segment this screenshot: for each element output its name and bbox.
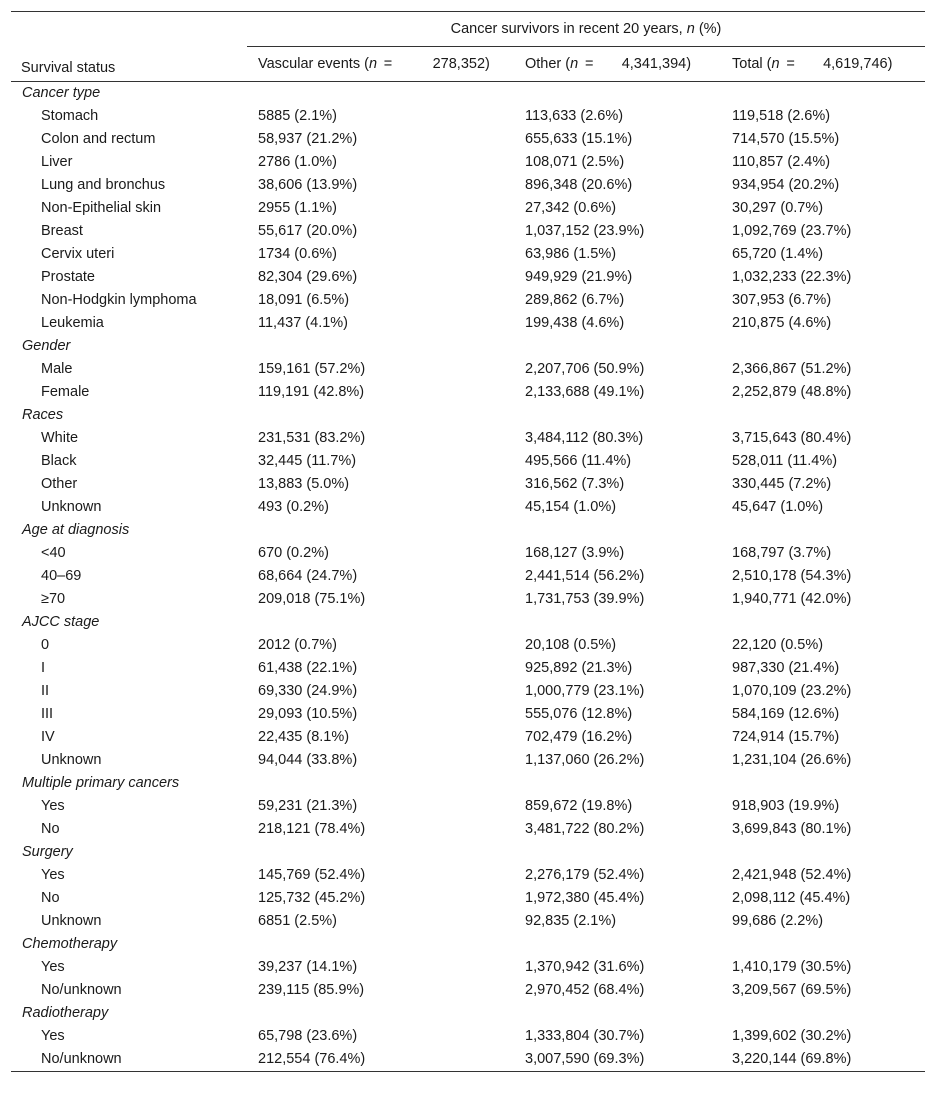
table-cell: 1,333,804 (30.7%)	[525, 1028, 645, 1044]
table-cell: 1,972,380 (45.4%)	[525, 890, 645, 906]
table-cell: 1,032,233 (22.3%)	[732, 269, 852, 285]
row-label: Unknown	[41, 913, 102, 929]
table-cell: 987,330 (21.4%)	[732, 660, 840, 676]
row-label: Yes	[41, 959, 65, 975]
table-cell: 168,797 (3.7%)	[732, 545, 832, 561]
table-cell: 1,092,769 (23.7%)	[732, 223, 852, 239]
table-cell: 2,276,179 (52.4%)	[525, 867, 645, 883]
section-row	[11, 81, 925, 105]
section-title: Chemotherapy	[22, 936, 118, 952]
row-label: II	[41, 683, 50, 699]
row-label: Yes	[41, 798, 65, 814]
table-row	[11, 450, 925, 473]
table-row	[11, 289, 925, 312]
table-cell: 58,937 (21.2%)	[258, 131, 358, 147]
table-cell: 934,954 (20.2%)	[732, 177, 840, 193]
table-row	[11, 1048, 925, 1072]
row-label: Black	[41, 453, 77, 469]
table-cell: 61,438 (22.1%)	[258, 660, 358, 676]
row-label: Non-Hodgkin lymphoma	[41, 292, 197, 308]
section-row	[11, 611, 925, 634]
section-title: Multiple primary cancers	[22, 775, 180, 791]
column-header-other: Other (n = 4,341,394)	[514, 47, 721, 82]
section-title: Races	[22, 407, 64, 423]
table-cell: 584,169 (12.6%)	[732, 706, 840, 722]
table-row	[11, 243, 925, 266]
table-cell: 1,037,152 (23.9%)	[525, 223, 645, 239]
row-label: No	[41, 890, 60, 906]
row-label: Liver	[41, 154, 73, 170]
section-row	[11, 772, 925, 795]
row-label: Yes	[41, 1028, 65, 1044]
table-cell: 94,044 (33.8%)	[258, 752, 358, 768]
table-cell: 1,137,060 (26.2%)	[525, 752, 645, 768]
section-row	[11, 519, 925, 542]
table-cell: 108,071 (2.5%)	[525, 154, 625, 170]
table-cell: 119,191 (42.8%)	[258, 384, 365, 400]
table-cell: 2,252,879 (48.8%)	[732, 384, 852, 400]
table-cell: 45,154 (1.0%)	[525, 499, 617, 515]
table-cell: 125,732 (45.2%)	[258, 890, 366, 906]
table-body	[11, 81, 925, 1071]
table-cell: 2,441,514 (56.2%)	[525, 568, 645, 584]
table-row	[11, 657, 925, 680]
table-row	[11, 473, 925, 496]
table-cell: 3,481,722 (80.2%)	[525, 821, 645, 837]
table-cell: 168,127 (3.9%)	[525, 545, 625, 561]
row-label: White	[41, 430, 79, 446]
table-cell: 714,570 (15.5%)	[732, 131, 840, 147]
table-row	[11, 749, 925, 772]
table-cell: 2,421,948 (52.4%)	[732, 867, 852, 883]
row-label: Cervix uteri	[41, 246, 115, 262]
table-row	[11, 312, 925, 335]
table-cell: 159,161 (57.2%)	[258, 361, 366, 377]
table-cell: 493 (0.2%)	[258, 499, 329, 515]
table-cell: 528,011 (11.4%)	[732, 453, 838, 469]
table-cell: 702,479 (16.2%)	[525, 729, 633, 745]
section-row	[11, 841, 925, 864]
row-label: Breast	[41, 223, 83, 239]
row-label: III	[41, 706, 54, 722]
table-cell: 212,554 (76.4%)	[247, 1048, 514, 1072]
row-label: Non-Epithelial skin	[41, 200, 162, 216]
row-label: IV	[41, 729, 55, 745]
group-title-text: Cancer survivors in recent 20 years,	[450, 21, 687, 37]
table-cell: 316,562 (7.3%)	[525, 476, 625, 492]
table-cell: 3,484,112 (80.3%)	[525, 430, 644, 446]
table-row	[11, 1025, 925, 1048]
section-title: Age at diagnosis	[22, 522, 130, 538]
row-label: Yes	[41, 867, 65, 883]
table-row	[11, 795, 925, 818]
table-cell: 45,647 (1.0%)	[732, 499, 824, 515]
table-row	[11, 128, 925, 151]
table-cell: 59,231 (21.3%)	[258, 798, 358, 814]
table-cell: 11,437 (4.1%)	[258, 315, 349, 331]
row-label-header: Survival status	[11, 47, 247, 82]
table-cell: 2955 (1.1%)	[258, 200, 337, 216]
table-row	[11, 358, 925, 381]
table-cell: 119,518 (2.6%)	[732, 108, 831, 124]
table-row	[11, 220, 925, 243]
section-row	[11, 404, 925, 427]
row-label: Leukemia	[41, 315, 104, 331]
table-cell: 289,862 (6.7%)	[525, 292, 625, 308]
row-label: <40	[41, 545, 66, 561]
table-header	[11, 12, 925, 82]
table-cell: 65,720 (1.4%)	[732, 246, 824, 262]
table-cell: 3,209,567 (69.5%)	[732, 982, 852, 998]
table-cell: 307,953 (6.7%)	[732, 292, 832, 308]
table-cell: 1,731,753 (39.9%)	[525, 591, 645, 607]
table-cell: 92,835 (2.1%)	[525, 913, 617, 929]
table-row	[11, 174, 925, 197]
table-cell: 22,120 (0.5%)	[732, 637, 824, 653]
table-cell: 209,018 (75.1%)	[258, 591, 366, 607]
table-cell: 145,769 (52.4%)	[258, 867, 366, 883]
row-label: Female	[41, 384, 90, 400]
table-cell: 918,903 (19.9%)	[732, 798, 840, 814]
table-cell: 32,445 (11.7%)	[258, 453, 357, 469]
row-label: Prostate	[41, 269, 95, 285]
table-cell: 1,000,779 (23.1%)	[525, 683, 645, 699]
table-cell: 210,875 (4.6%)	[732, 315, 832, 331]
section-row	[11, 335, 925, 358]
row-label: ≥70	[41, 591, 66, 607]
table-cell: 1,231,104 (26.6%)	[732, 752, 852, 768]
row-label: Other	[41, 476, 78, 492]
table-row	[11, 910, 925, 933]
table-cell: 39,237 (14.1%)	[258, 959, 358, 975]
row-label: No	[41, 821, 60, 837]
table-cell: 22,435 (8.1%)	[258, 729, 350, 745]
section-title: Cancer type	[22, 85, 101, 101]
row-label: Stomach	[41, 108, 99, 124]
table-cell: 2,510,178 (54.3%)	[732, 568, 852, 584]
table-row	[11, 381, 925, 404]
table-cell: 495,566 (11.4%)	[525, 453, 632, 469]
table-row	[11, 151, 925, 174]
table-cell: 99,686 (2.2%)	[732, 913, 824, 929]
row-label: No/unknown	[41, 982, 122, 998]
table-cell: 27,342 (0.6%)	[525, 200, 617, 216]
row-label: 40–69	[41, 568, 82, 584]
table-cell: 69,330 (24.9%)	[258, 683, 358, 699]
group-title-suffix: (%)	[694, 21, 722, 37]
table-cell: 670 (0.2%)	[258, 545, 329, 561]
group-title-n: n	[686, 21, 695, 37]
section-title: Radiotherapy	[22, 1005, 109, 1021]
table-row	[11, 979, 925, 1002]
column-header-total: Total (n = 4,619,746)	[721, 47, 925, 82]
table-cell: 2,207,706 (50.9%)	[525, 361, 645, 377]
table-cell: 113,633 (2.6%)	[525, 108, 624, 124]
table-cell: 655,633 (15.1%)	[525, 131, 633, 147]
table-row	[11, 565, 925, 588]
table-cell: 330,445 (7.2%)	[732, 476, 832, 492]
table-cell: 20,108 (0.5%)	[525, 637, 617, 653]
table-row	[11, 818, 925, 841]
table-cell: 30,297 (0.7%)	[732, 200, 824, 216]
section-title: AJCC stage	[22, 614, 100, 630]
table-row	[11, 864, 925, 887]
row-label: Unknown	[41, 499, 102, 515]
row-label: No/unknown	[11, 1048, 247, 1072]
table-cell: 2,133,688 (49.1%)	[525, 384, 645, 400]
table-cell: 1,370,942 (31.6%)	[525, 959, 645, 975]
row-label: Colon and rectum	[41, 131, 156, 147]
row-label: Lung and bronchus	[41, 177, 166, 193]
table-row	[11, 887, 925, 910]
table-row	[11, 634, 925, 657]
table-row	[11, 105, 925, 128]
table-cell: 2,366,867 (51.2%)	[732, 361, 852, 377]
table-cell: 231,531 (83.2%)	[258, 430, 366, 446]
table-cell: 3,715,643 (80.4%)	[732, 430, 852, 446]
table-cell: 6851 (2.5%)	[258, 913, 337, 929]
table-cell: 18,091 (6.5%)	[258, 292, 350, 308]
row-label: Male	[41, 361, 73, 377]
table-row	[11, 197, 925, 220]
table-cell: 68,664 (24.7%)	[258, 568, 358, 584]
table-cell: 13,883 (5.0%)	[258, 476, 350, 492]
table-cell: 239,115 (85.9%)	[258, 982, 365, 998]
table-cell: 65,798 (23.6%)	[258, 1028, 358, 1044]
table-row	[11, 680, 925, 703]
table-row	[11, 703, 925, 726]
table-cell: 1,410,179 (30.5%)	[732, 959, 852, 975]
section-title: Gender	[22, 338, 71, 354]
table-cell: 55,617 (20.0%)	[258, 223, 358, 239]
table-row	[11, 496, 925, 519]
row-label: 0	[41, 637, 50, 653]
table-cell: 2,970,452 (68.4%)	[525, 982, 645, 998]
table-cell: 1,070,109 (23.2%)	[732, 683, 852, 699]
table-cell: 859,672 (19.8%)	[525, 798, 633, 814]
table-row	[11, 266, 925, 289]
table-cell: 896,348 (20.6%)	[525, 177, 633, 193]
table-cell: 2786 (1.0%)	[258, 154, 337, 170]
section-title: Surgery	[22, 844, 73, 860]
table-cell: 29,093 (10.5%)	[258, 706, 358, 722]
table-cell: 2,098,112 (45.4%)	[732, 890, 851, 906]
table-cell: 3,220,144 (69.8%)	[721, 1048, 925, 1072]
header-empty-cell	[11, 12, 247, 47]
group-title	[247, 12, 925, 47]
table-cell: 3,699,843 (80.1%)	[732, 821, 852, 837]
table-cell: 5885 (2.1%)	[258, 108, 337, 124]
table-row	[11, 956, 925, 979]
table-cell: 1,940,771 (42.0%)	[732, 591, 852, 607]
table-cell: 2012 (0.7%)	[258, 637, 337, 653]
table-row	[11, 588, 925, 611]
table-cell: 1,399,602 (30.2%)	[732, 1028, 852, 1044]
survivor-table	[11, 11, 925, 1072]
column-header-vascular: Vascular events (n = 278,352)	[247, 47, 514, 82]
table-cell: 63,986 (1.5%)	[525, 246, 617, 262]
table-cell: 949,929 (21.9%)	[525, 269, 633, 285]
table-cell: 1734 (0.6%)	[258, 246, 337, 262]
table-cell: 925,892 (21.3%)	[525, 660, 633, 676]
table-row	[11, 542, 925, 565]
table-cell: 724,914 (15.7%)	[732, 729, 840, 745]
table-row	[11, 726, 925, 749]
table-cell: 38,606 (13.9%)	[258, 177, 358, 193]
table-cell: 3,007,590 (69.3%)	[514, 1048, 721, 1072]
row-label: Unknown	[41, 752, 102, 768]
table-cell: 218,121 (78.4%)	[258, 821, 366, 837]
section-row	[11, 933, 925, 956]
table-row	[11, 427, 925, 450]
table-cell: 555,076 (12.8%)	[525, 706, 633, 722]
table-cell: 199,438 (4.6%)	[525, 315, 625, 331]
table-cell: 110,857 (2.4%)	[732, 154, 831, 170]
section-row	[11, 1002, 925, 1025]
row-label: I	[41, 660, 46, 676]
table-cell: 82,304 (29.6%)	[258, 269, 358, 285]
